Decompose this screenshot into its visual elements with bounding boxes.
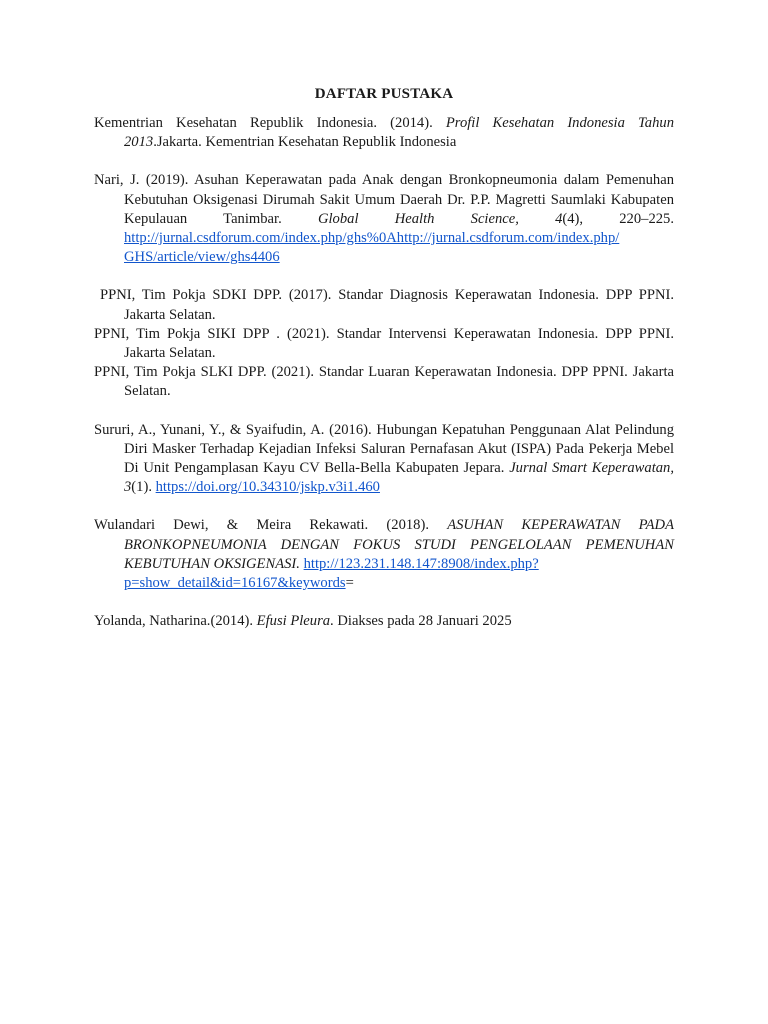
reference-journal: Jurnal Smart Keperawatan, 3: [124, 460, 674, 496]
reference-doi-link[interactable]: https://doi.org/10.34310/jskp.v3i1.460: [155, 479, 380, 496]
reference-authors: Kementrian Kesehatan Republik Indonesia. (2014).: [94, 115, 446, 131]
reference-item-wulandari: [94, 516, 674, 593]
reference-issue: (4), 220–225.: [562, 210, 674, 227]
reference-link[interactable]: http://123.231.148.147:8908/index.php?: [303, 555, 539, 572]
reference-link-continued[interactable]: p=show_detail&id=16167&keywords: [124, 575, 346, 592]
reference-item-siki: PPNI, Tim Pokja SIKI DPP . (2021). Standar Intervensi Keperawatan Indonesia. DPP PPNI. Jakarta Selatan.: [94, 325, 674, 362]
reference-link[interactable]: http://jurnal.csdforum.com/index.php/ghs%0Ahttp://jurnal.csdforum.com/index.php/: [124, 230, 620, 247]
reference-issue: (1).: [131, 479, 156, 496]
spacer: [94, 152, 674, 171]
spacer: [94, 402, 674, 421]
reference-journal: Global Health Science, 4: [317, 210, 563, 227]
reference-item-sururi: [94, 421, 674, 498]
page-title: DAFTAR PUSTAKA: [314, 86, 454, 102]
spacer: [94, 593, 674, 612]
reference-list: [94, 114, 674, 631]
reference-body: Nari, J. (2019). Asuhan Keperawatan pada Anak dengan Bronkopneumonia dalam Pemenuhan Kebutuhan Oksigenasi Dirumah Sakit Umum Daerah Dr. P.P. Magretti Saumlaki Kabupaten Kepulauan Tanimbar.: [94, 172, 674, 227]
reference-body: Sururi, A., Yunani, Y., & Syaifudin, A. (2016). Hubungan Kepatuhan Penggunaan Alat Pelindung Diri Masker Terhadap Kejadian Infeksi Saluran Pernafasan Akut (ISPA) Pada Pekerja Mebel Di Unit Pengamplasan Kayu CV Bella-Bella Kabupaten Jepara.: [94, 421, 674, 477]
reference-authors: Yolanda, Natharina.(2014).: [94, 613, 257, 630]
reference-item-kemenkes: [94, 114, 674, 152]
reference-title: Efusi Pleura: [256, 613, 331, 630]
reference-link-continued[interactable]: GHS/article/view/ghs4406: [124, 249, 280, 266]
reference-access-date: . Diakses pada 28 Januari 2025: [330, 613, 512, 630]
spacer: [94, 267, 674, 286]
reference-item-slki: PPNI, Tim Pokja SLKI DPP. (2021). Standar Luaran Keperawatan Indonesia. DPP PPNI. Jakarta Selatan.: [94, 364, 674, 400]
spacer: [94, 497, 674, 516]
reference-publisher: .Jakarta. Kementrian Kesehatan Republik Indonesia: [153, 134, 457, 151]
reference-item-sdki: PPNI, Tim Pokja SDKI DPP. (2017). Standar Diagnosis Keperawatan Indonesia. DPP PPNI. Jakarta Selatan.: [100, 287, 674, 323]
reference-title: Profil Kesehatan Indonesia Tahun 2013: [124, 115, 674, 151]
reference-link-tail: =: [345, 575, 354, 592]
reference-title: ASUHAN KEPERAWATAN PADA BRONKOPNEUMONIA DENGAN FOKUS STUDI PENGELOLAAN PEMENUHAN KEBUTUHAN OKSIGENASI.: [124, 517, 674, 572]
reference-item-nari: [94, 171, 674, 267]
reference-item-yolanda: [94, 612, 674, 631]
reference-authors: Wulandari Dewi, & Meira Rekawati. (2018).: [94, 517, 448, 534]
